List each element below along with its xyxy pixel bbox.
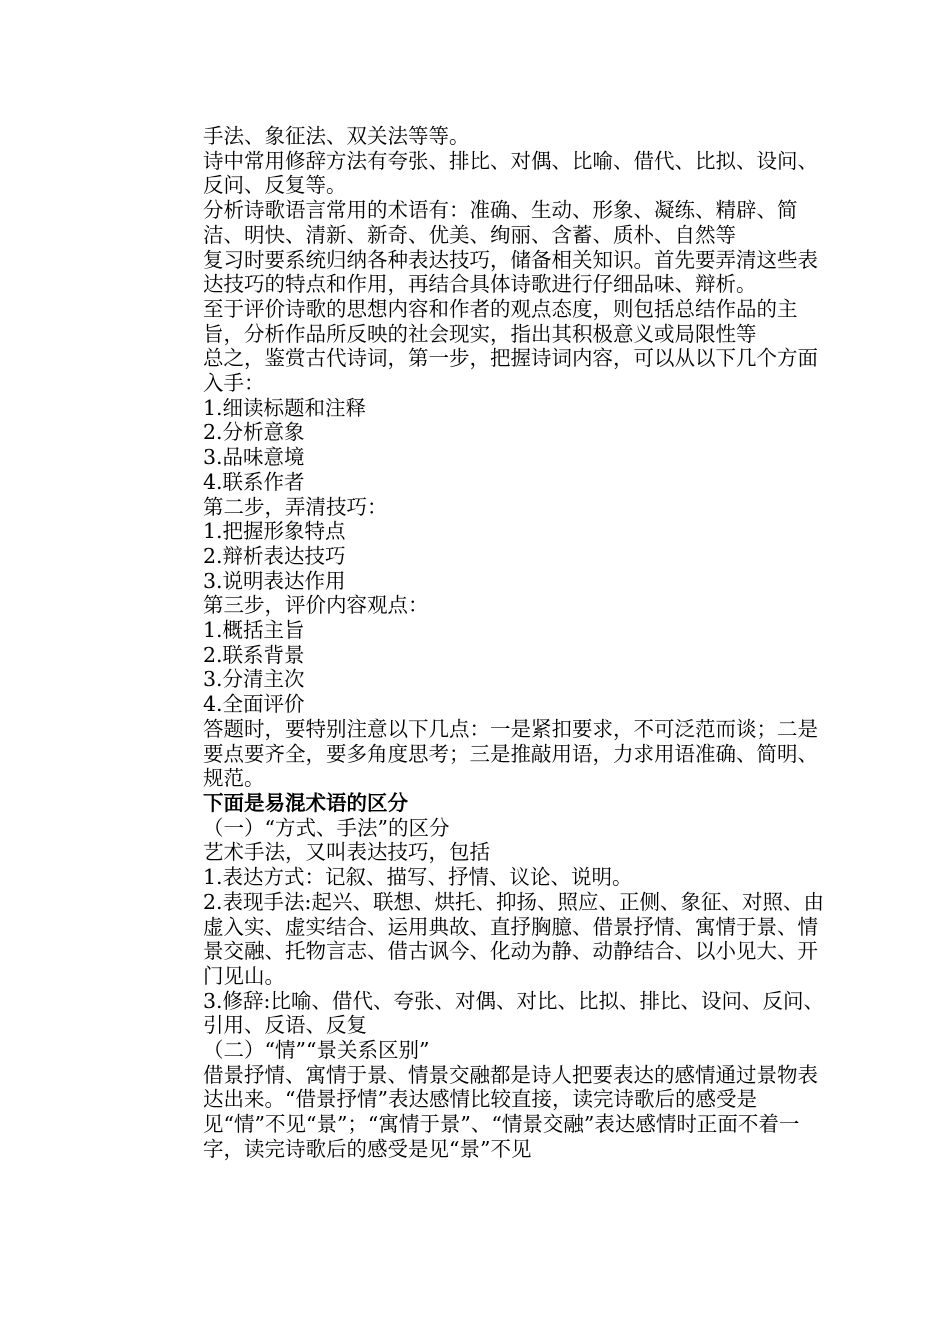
body-paragraph: 借景抒情、寓情于景、情景交融都是诗人把要表达的感情通过景物表达出来。“借景抒情”表达感情比较直接，读完诗歌后的感受是见“情”不见“景”；“寓情于景”、“情景交融”表达感情时正面不着一字，读完诗歌后的感受是见“景”不见	[203, 1062, 818, 1161]
body-paragraph: 第三步，评价内容观点：	[203, 593, 429, 618]
body-paragraph: 2.辩析表达技巧	[203, 543, 346, 568]
body-paragraph: 3.分清主次	[203, 667, 305, 692]
body-paragraph: 2.联系背景	[203, 642, 305, 667]
document-page	[203, 124, 828, 1162]
body-paragraph: 3.说明表达作用	[203, 568, 346, 593]
body-paragraph: 2.分析意象	[203, 420, 305, 445]
section-heading: 下面是易混术语的区分	[203, 790, 408, 815]
body-paragraph: 至于评价诗歌的思想内容和作者的观点态度，则包括总结作品的主旨，分析作品所反映的社会现实，指出其积极意义或局限性等	[203, 296, 798, 346]
body-paragraph: 2.表现手法:起兴、联想、烘托、抑扬、照应、正侧、象征、对照、由虚入实、虚实结合、运用典故、直抒胸臆、借景抒情、寓情于景、情景交融、托物言志、借古讽今、化动为静、动静结合、以小见大、开门见山。	[203, 889, 824, 988]
body-paragraph: 分析诗歌语言常用的术语有：准确、生动、形象、凝练、精辟、简洁、明快、清新、新奇、优美、绚丽、含蓄、质朴、自然等	[203, 198, 798, 247]
body-paragraph: 答题时，要特别注意以下几点：一是紧扣要求，不可泛范而谈；二是要点要齐全，要多角度思考；三是推敲用语，力求用语准确、简明、规范。	[203, 716, 818, 791]
body-paragraph: 3.修辞:比喻、借代、夸张、对偶、对比、比拟、排比、设问、反问、引用、反语、反复	[203, 988, 824, 1038]
body-paragraph: 3.品味意境	[203, 445, 305, 470]
body-paragraph: 1.把握形象特点	[203, 519, 346, 544]
body-paragraph: 4.联系作者	[203, 469, 305, 494]
body-paragraph: 1.概括主旨	[203, 618, 305, 643]
body-paragraph: 1.表达方式：记叙、描写、抒情、议论、说明。	[203, 865, 633, 890]
body-paragraph: 诗中常用修辞方法有夸张、排比、对偶、比喻、借代、比拟、设问、反问、反复等。	[203, 148, 818, 198]
body-paragraph: 艺术手法，又叫表达技巧，包括	[203, 840, 490, 865]
body-paragraph: 手法、象征法、双关法等等。	[203, 124, 470, 148]
body-paragraph: 1.细读标题和注释	[203, 395, 367, 420]
body-paragraph: 4.全面评价	[203, 692, 305, 717]
body-paragraph: 总之，鉴赏古代诗词，第一步，把握诗词内容，可以从以下几个方面入手：	[203, 346, 818, 396]
body-paragraph: （二）“情”“景关系区别”	[203, 1038, 430, 1063]
body-paragraph: （一）“方式、手法”的区分	[203, 815, 450, 840]
body-paragraph: 复习时要系统归纳各种表达技巧，储备相关知识。首先要弄清这些表达技巧的特点和作用，再结合具体诗歌进行仔细品味、辩析。	[203, 247, 818, 297]
body-paragraph: 第二步，弄清技巧：	[203, 494, 388, 519]
